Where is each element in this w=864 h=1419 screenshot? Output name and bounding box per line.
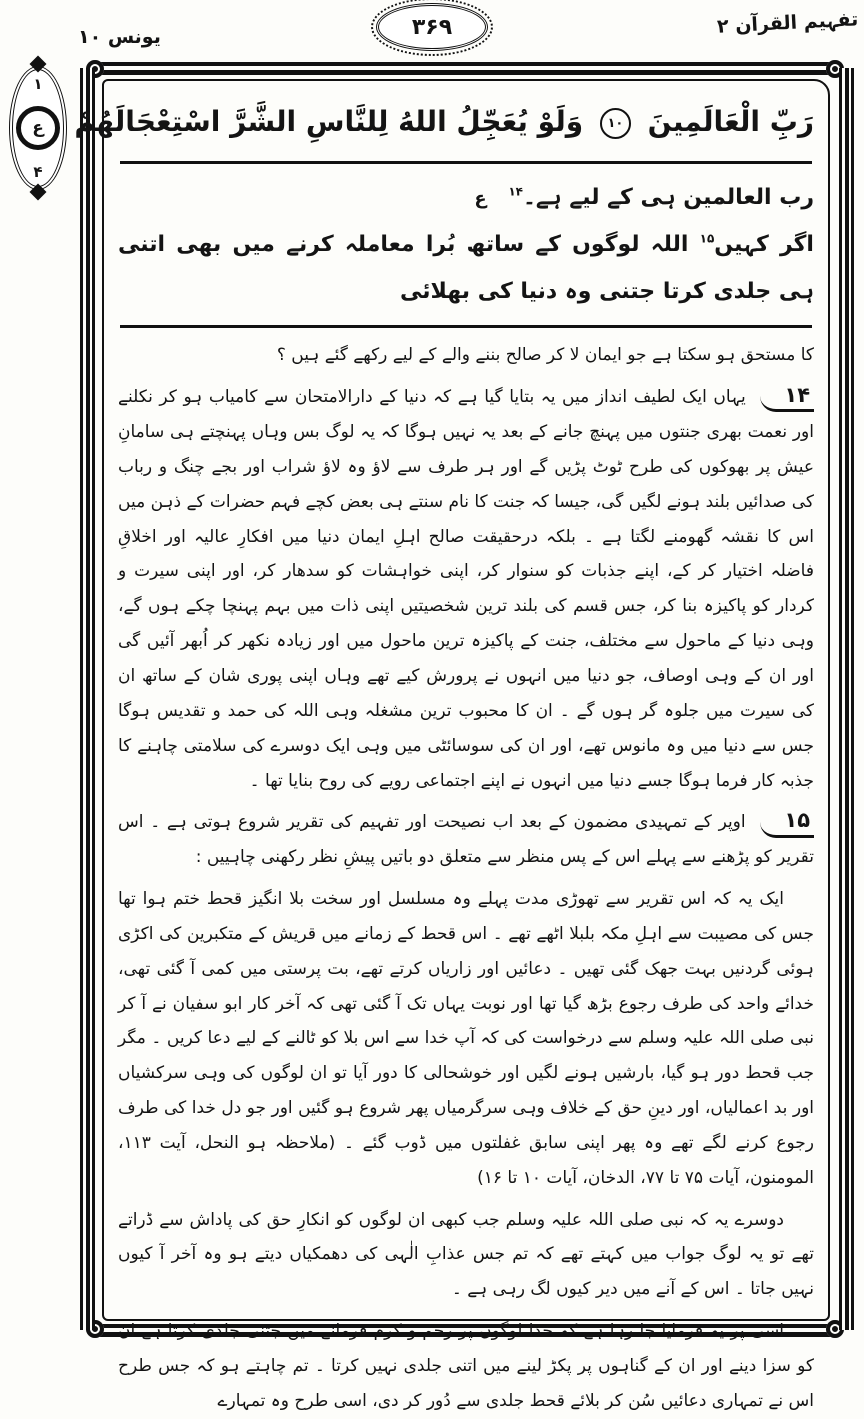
- footnote-15-intro: اوپر کے تمہیدی مضمون کے بعد اب نصیحت اور تفہیم کی تقریر شروع ہوتی ہے ۔ اس تقریر کو پڑھنے سے پہلے اس کے پس منظر سے متعلق دو باتیں پیشِ نظر رکھنی چاہییں :: [118, 812, 814, 868]
- ruku-end-mark: ع: [474, 187, 487, 209]
- verse-text-part2: وَلَوْ يُعَجِّلُ اللهُ لِلنَّاسِ الشَّرَّ اسْتِعْجَالَهُمْ: [74, 105, 584, 138]
- translation-line-2: [118, 221, 814, 316]
- ruku-ain-circle: [16, 106, 60, 150]
- ruku-letter: ع: [32, 118, 44, 138]
- commentary-carryover-line: کا مستحق ہو سکتا ہے جو ایمان لا کر صالح بننے والے کے لیے رکھے گئے ہیں ؟: [276, 345, 814, 366]
- frame-top-border: [92, 62, 836, 75]
- footnote-15-point-2: دوسرے یہ کہ نبی صلی اللہ علیہ وسلم جب کبھی ان لوگوں کو انکارِ حق کی پاداش سے ڈراتے تھے تو یہ لوگ جواب میں کہتے تھے کہ تم جس عذابِ الٰہی کی دھمکیاں دیتے ہو وہ آخر آ کیوں نہیں جاتا ۔ اس کے آنے میں دیر کیوں لگ رہی ہے ۔: [118, 1209, 814, 1300]
- footnote-14-text: یہاں ایک لطیف انداز میں یہ بتایا گیا ہے کہ دنیا کے دارالامتحان سے کامیاب ہو کر نکلنے اور نعمت بھری جنتوں میں پہنچ جانے کے بعد یہ نہیں ہوگا کہ یہ لوگ بس وہاں پہنچتے ہی سامانِ عیش پر بھوکوں کی طرح ٹوٹ پڑیں گے اور ہر طرف سے لاؤ وہ لاؤ شراب اور بجے چنگ و رباب کی صدائیں بلند ہونے لگیں گی، جیسا کہ جنت کا نام سنتے ہی بعض کچے فہم حضرات کے ذہن میں اس کا نقشہ گھومنے لگتا ہے ۔ بلکہ درحقیقت صالح اہلِ ایمان دنیا میں افکارِ عالیہ اور اخلاقِ فاضلہ اختیار کر کے، اپنے جذبات کو سنوار کر، اپنی خواہشات کو سدھار کر، اور اپنی سیرت و کردار کو پاکیزہ بنا کر، جس قسم کی بلند ترین شخصیتیں اپنی ذات میں بہم پہنچا چکے ہوں گے، وہی دنیا کے ماحول سے مختلف، جنت کے پاکیزہ ترین ماحول میں اور زیادہ نکھر کر اُبھر آئیں گی اور ان کے وہی اوصاف، جو دنیا میں انہوں نے پرورش کیے تھے وہاں اپنی پوری شان کے ساتھ ان کی سیرت میں جلوہ گر ہوں گے ۔ ان کا محبوب ترین مشغلہ وہی اللہ کی حمد و تقدیس ہوگا جس سے دنیا میں وہ مانوس تھے، اور ان کی سوسائٹی میں وہی ایک دوسرے کی سلامتی چاہنے کا جذبہ کار فرما ہوگا جسے دنیا میں انہوں نے اپنے اجتماعی رویے کی روح بنایا تھا ۔: [118, 387, 814, 791]
- footnote-15-point-1: ایک یہ کہ اس تقریر سے تھوڑی مدت پہلے وہ مسلسل اور سخت بلا انگیز قحط ختم ہوا تھا جس کی مصیبت سے اہلِ مکہ بلبلا اٹھے تھے ۔ اس قحط کے زمانے میں قریش کے متکبرین کی اکڑی ہوئی گردنیں بہت جھک گئی تھیں ۔ دعائیں اور زاریاں کرتے تھے، بت پرستی میں کمی آ گئی تھی، خدائے واحد کی طرف رجوع بڑھ گیا تھا اور نوبت یہاں تک آ گئی تھی کہ آخر کار ابو سفیان نے آ کر نبی صلی اللہ علیہ وسلم سے درخواست کی کہ آپ خدا سے اس بلا کو ٹالنے کے لیے دعا کریں ۔ مگر جب قحط دور ہو گیا، بارشیں ہونے لگیں اور خوشحالی کا دور آیا تو ان لوگوں کی وہی سرکشیاں اور بد اعمالیاں، اور دینِ حق کے خلاف وہی سرگرمیاں پھر شروع ہو گئیں اور جو دل خدا کی طرف رجوع کرنے لگے تھے وہ پھر اپنی سابق غفلتوں میں ڈوب گئے ۔ (ملاحظہ ہو النحل، آیت ۱۱۳، المومنون، آیات ۷۵ تا ۷۷، الدخان، آیات ۱۰ تا ۱۶): [118, 889, 814, 1188]
- commentary-section: [118, 338, 814, 1418]
- translation-line2-text: اللہ لوگوں کے ساتھ بُرا معاملہ کرنے میں بھی اتنی ہی جلدی کرتا جتنی وہ دنیا کی بھلائی: [118, 231, 814, 305]
- ayah-end-marker: [600, 108, 631, 139]
- translation-line1-text: رب العالمین ہی کے لیے ہے۔: [523, 184, 814, 210]
- quran-verse-arabic: [74, 89, 814, 151]
- ruku-top-digit: ۱: [33, 75, 43, 93]
- footnote-ref-15: ۱۵: [699, 231, 715, 246]
- frame-right-border: [839, 68, 854, 1330]
- translation-commentary-divider: [120, 325, 812, 328]
- page-number-medallion: [376, 3, 488, 51]
- ruku-bottom-digit: ۴: [33, 163, 43, 181]
- urdu-translation: [118, 174, 814, 316]
- surah-page-label: یونس ۱۰: [78, 26, 161, 48]
- page-content-frame: [74, 79, 830, 1411]
- footnote-15-number: ۱۵: [760, 808, 814, 837]
- verse-text-part1: رَبِّ الْعَالَمِينَ: [647, 105, 814, 138]
- translation-line-1: [118, 174, 814, 221]
- ayah-number: ۱۰: [607, 115, 624, 131]
- footnote-14-number: ۱۴: [760, 383, 814, 412]
- frame-left-border: [80, 68, 95, 1330]
- book-title: تفہیم القرآن ۲: [716, 8, 859, 38]
- footnote-15-closing: اسی پر یہ فرمایا جا رہا ہے کہ خدا لوگوں پر رحم و کرم فرمانے میں جتنی جلدی کرتا ہے ان کو سزا دینے اور ان کے گناہوں پر پکڑ لینے میں اتنی جلدی نہیں کرتا ۔ تم چاہتے ہو کہ جس طرح اس نے تمہاری دعائیں سُن کر بلائے قحط جلدی سے دُور کر دی، اسی طرح وہ تمہارے: [118, 1321, 814, 1411]
- ruku-marker-medallion: [9, 66, 67, 190]
- footnote-ref-14: ۱۴: [508, 184, 524, 199]
- page-number: ۳۶۹: [411, 14, 453, 40]
- footnote-14: [118, 380, 814, 798]
- translation-line2-lead: اگر کہیں: [714, 231, 814, 257]
- footnote-15: [118, 805, 814, 875]
- verse-translation-divider: [120, 161, 812, 164]
